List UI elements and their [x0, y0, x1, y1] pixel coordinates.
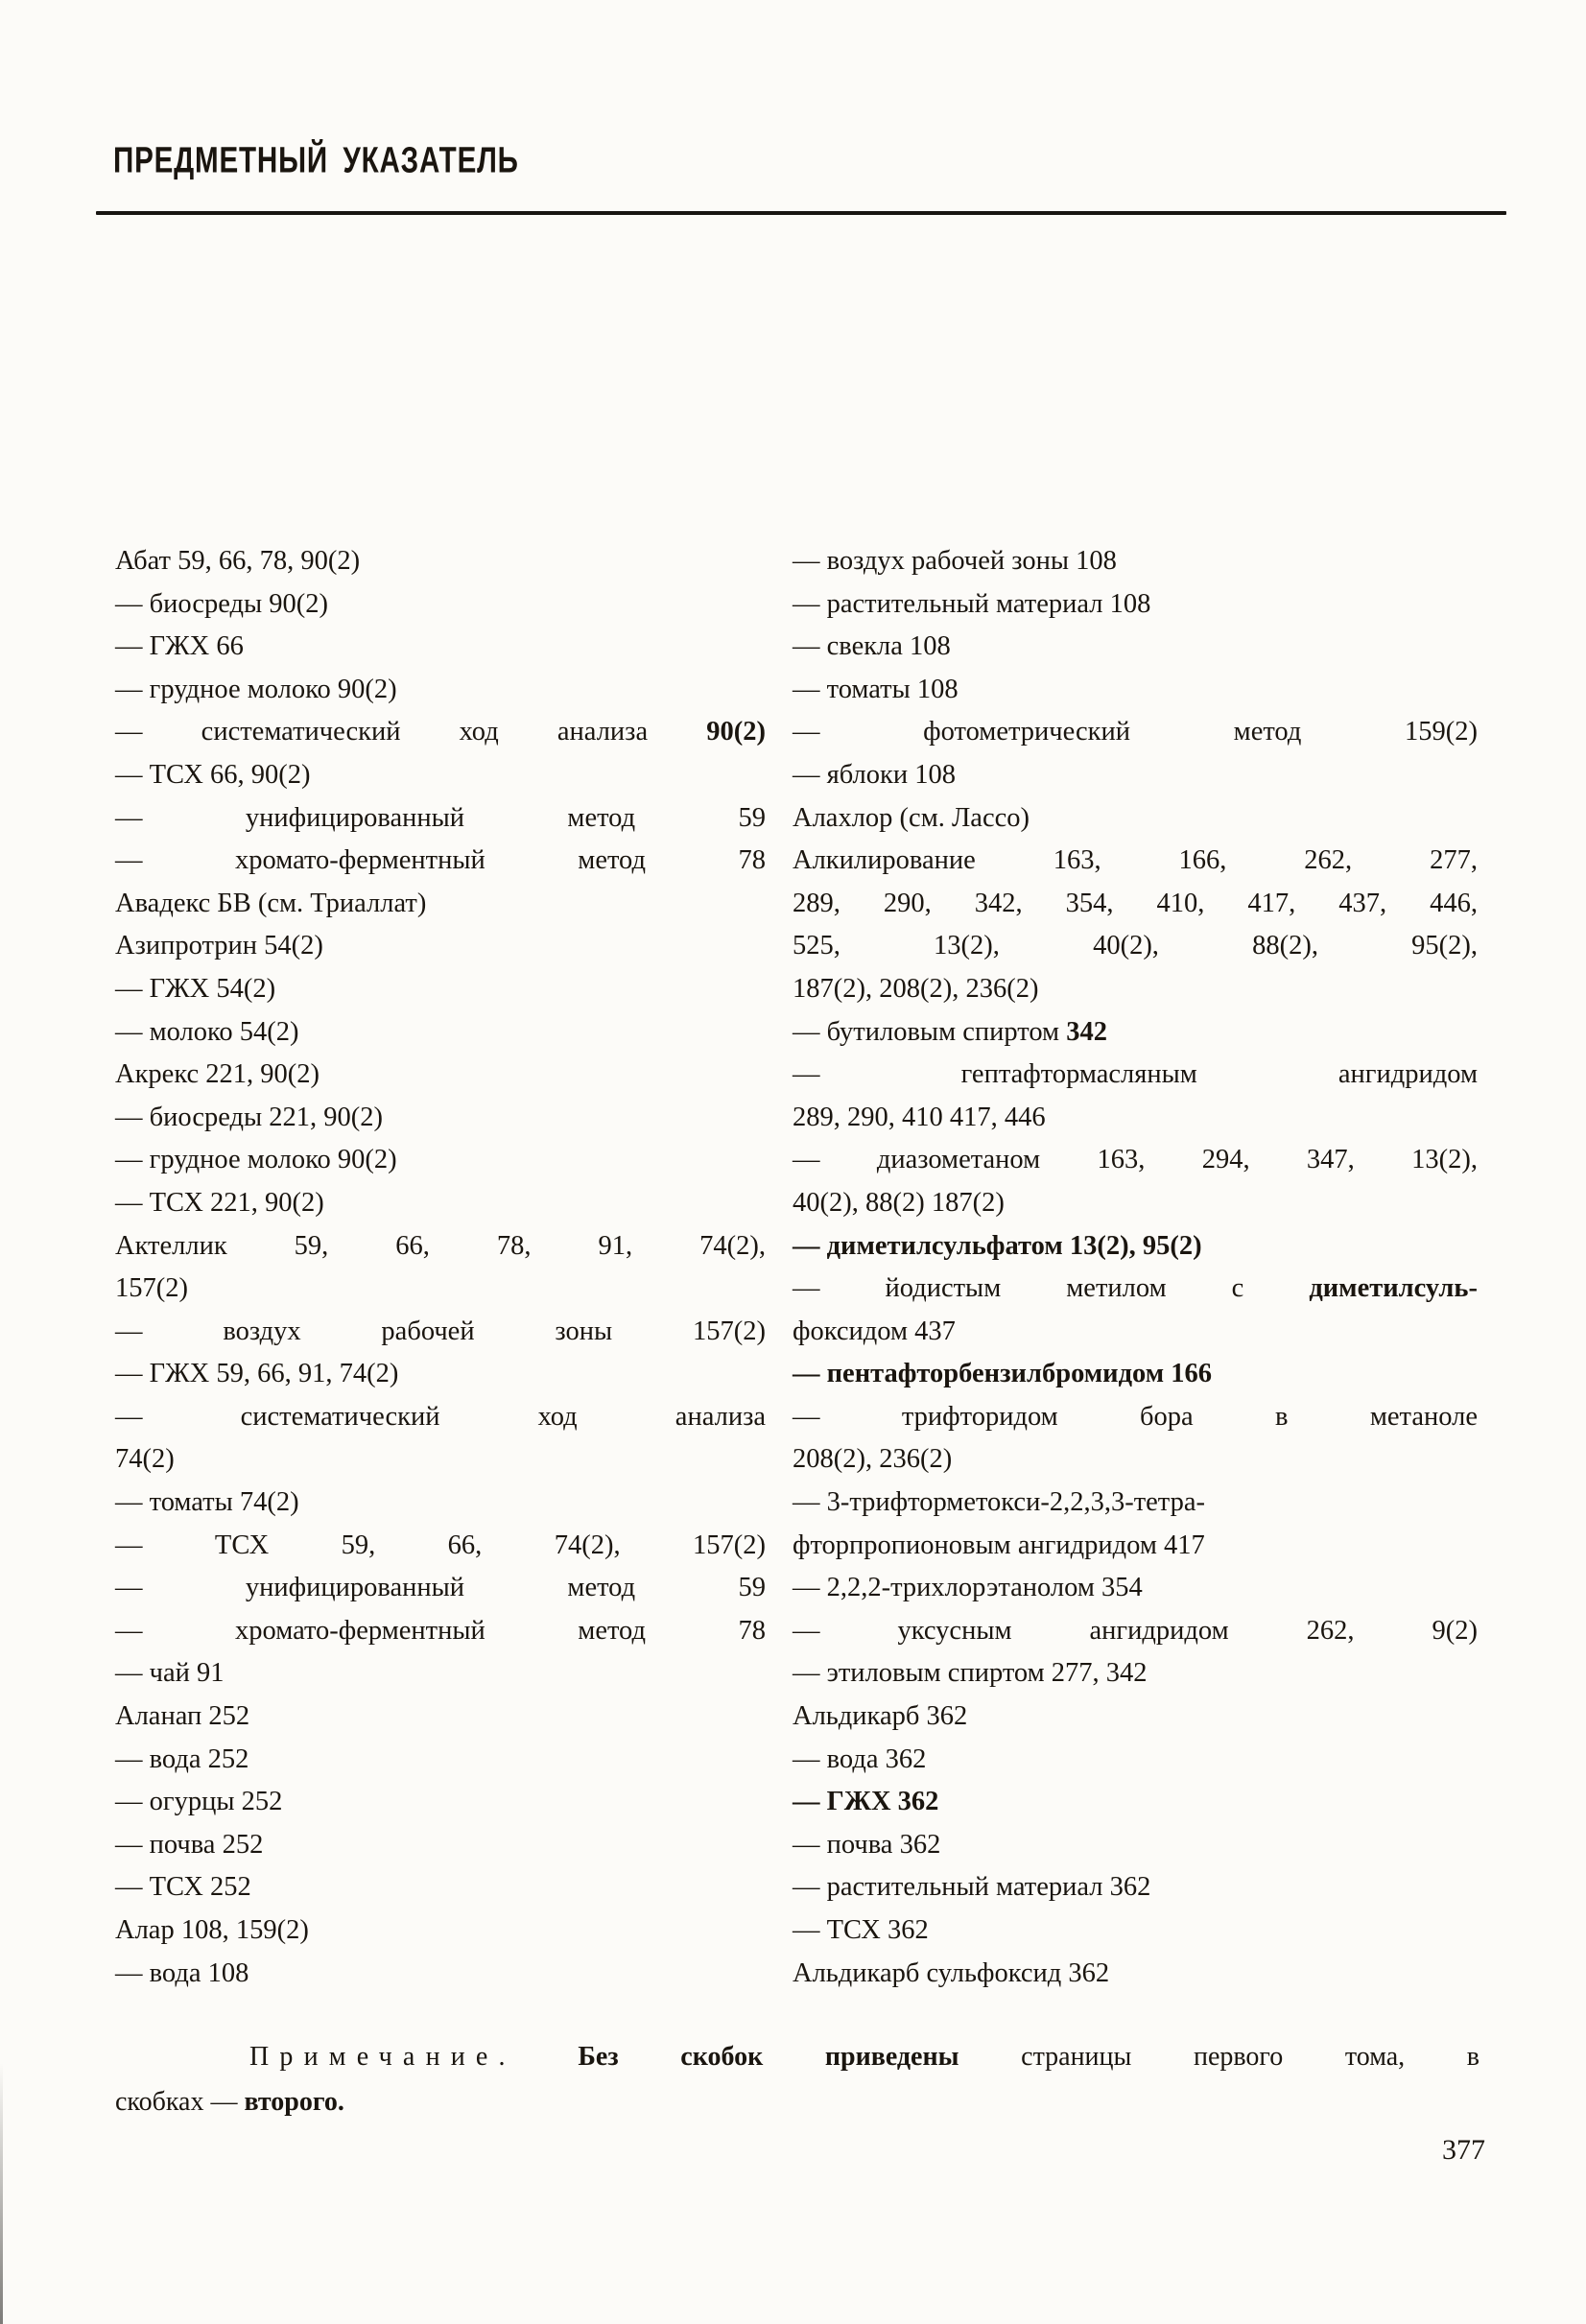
index-subentry: — трифторидом бора в метаноле: [793, 1401, 1478, 1432]
index-subentry: — ТСХ 59, 66, 74(2), 157(2): [115, 1530, 766, 1560]
index-continuation: 208(2), 236(2): [793, 1444, 953, 1475]
index-subentry: — яблоки 108: [793, 759, 956, 790]
index-subentry: — воздух рабочей зоны 108: [793, 546, 1117, 576]
index-entry: Авадекс БВ (см. Триаллат): [115, 888, 427, 918]
index-subentry: — ТСХ 221, 90(2): [115, 1187, 324, 1218]
index-entry: Альдикарб 362: [793, 1701, 968, 1732]
index-subentry: — бутиловым спиртом 342: [793, 1016, 1107, 1047]
index-subentry: — чай 91: [115, 1658, 225, 1689]
index-subentry: — вода 252: [115, 1743, 249, 1774]
index-entry: Азипротрин 54(2): [115, 931, 323, 961]
index-subentry: — ГЖХ 59, 66, 91, 74(2): [115, 1359, 399, 1389]
index-subentry: — хромато-ферментный метод 78: [115, 1615, 766, 1646]
index-subentry: — хромато-ферментный метод 78: [115, 845, 766, 876]
index-subentry: — унифицированный метод 59: [115, 802, 766, 833]
index-entry: Абат 59, 66, 78, 90(2): [115, 546, 361, 576]
index-subentry: — растительный материал 108: [793, 588, 1151, 619]
index-subentry: — биосреды 90(2): [115, 588, 329, 619]
index-subentry: — молоко 54(2): [115, 1016, 299, 1047]
index-subentry: — уксусным ангидридом 262, 9(2): [793, 1615, 1478, 1646]
index-subentry: — пентафторбензилбромидом 166: [793, 1359, 1213, 1389]
index-subentry: — грудное молоко 90(2): [115, 1145, 397, 1175]
footnote-text: страницы первого тома, в: [1021, 2042, 1480, 2072]
index-continuation: фоксидом 437: [793, 1316, 956, 1346]
index-subentry: — ГЖХ 362: [793, 1787, 939, 1817]
index-continuation: 40(2), 88(2) 187(2): [793, 1187, 1005, 1218]
index-subentry: — ГЖХ 66: [115, 631, 244, 662]
footnote-line-2: [115, 2079, 1479, 2124]
page-ref-emphasis: 90(2): [706, 717, 766, 747]
footnote-line-1: [115, 2034, 1479, 2079]
index-subentry: — ГЖХ 54(2): [115, 973, 276, 1004]
index-left-column: [115, 540, 766, 1995]
index-entry: Алахлор (см. Лассо): [793, 802, 1030, 833]
index-subentry: — свекла 108: [793, 631, 951, 662]
index-subentry: — почва 252: [115, 1829, 264, 1860]
index-subentry: — огурцы 252: [115, 1787, 283, 1817]
header-rule: [96, 211, 1506, 215]
index-entry: Алар 108, 159(2): [115, 1915, 309, 1945]
footnote-text-2: скобках —: [115, 2087, 245, 2117]
index-subentry: — томаты 108: [793, 674, 959, 704]
scan-edge-artifact: [0, 2063, 3, 2324]
index-subentry: — гептафтормасляным ангидридом: [793, 1059, 1478, 1090]
index-subentry: — грудное молоко 90(2): [115, 674, 397, 704]
index-entry: Актеллик 59, 66, 78, 91, 74(2),: [115, 1230, 766, 1261]
index-subentry: — томаты 74(2): [115, 1487, 299, 1518]
page-header-title: ПРЕДМЕТНЫЙ УКАЗАТЕЛЬ: [113, 140, 519, 180]
page-ref-emphasis: 342: [1066, 1016, 1107, 1047]
index-subentry: — почва 362: [793, 1829, 941, 1860]
index-continuation: 157(2): [115, 1273, 188, 1304]
index-subentry: — систематический ход анализа: [115, 1401, 766, 1432]
index-subentry: — унифицированный метод 59: [115, 1573, 766, 1603]
index-subentry: — йодистым метилом с диметилсуль-: [793, 1273, 1478, 1304]
index-subentry: — 3-трифторметокси-2,2,3,3-тетра-: [793, 1487, 1205, 1518]
index-continuation: фторпропионовым ангидридом 417: [793, 1530, 1205, 1560]
index-subentry: — ТСХ 252: [115, 1872, 251, 1903]
index-subentry: — ТСХ 362: [793, 1915, 929, 1945]
index-subentry: — вода 108: [115, 1957, 249, 1988]
index-right-column: [793, 540, 1478, 1995]
index-subentry: — воздух рабочей зоны 157(2): [115, 1316, 766, 1346]
index-subentry: — ТСХ 66, 90(2): [115, 759, 311, 790]
page-ref-emphasis: диметилсуль-: [1309, 1273, 1478, 1304]
index-subentry: — диазометаном 163, 294, 347, 13(2),: [793, 1145, 1478, 1175]
index-continuation: 187(2), 208(2), 236(2): [793, 973, 1039, 1004]
index-continuation: 289, 290, 342, 354, 410, 417, 437, 446,: [793, 888, 1478, 918]
footnote: [115, 2034, 1479, 2124]
index-entry: Альдикарб сульфоксид 362: [793, 1957, 1110, 1988]
page-number: 377: [1442, 2134, 1485, 2166]
index-continuation: 289, 290, 410 417, 446: [793, 1102, 1046, 1132]
index-subentry: — фотометрический метод 159(2): [793, 717, 1478, 747]
index-subentry: — систематический ход анализа 90(2): [115, 717, 766, 747]
index-entry: Аланап 252: [115, 1701, 250, 1732]
index-subentry: — 2,2,2-трихлорэтанолом 354: [793, 1573, 1143, 1603]
footnote-bold-phrase: Без скобок приведены: [578, 2042, 959, 2072]
index-subentry: — диметилсульфатом 13(2), 95(2): [793, 1230, 1202, 1261]
index-subentry: — биосреды 221, 90(2): [115, 1102, 384, 1132]
footnote-label: Примечание.: [249, 2042, 516, 2072]
footnote-bold-phrase-2: второго.: [244, 2087, 344, 2117]
index-continuation: 525, 13(2), 40(2), 88(2), 95(2),: [793, 931, 1478, 961]
index-continuation: 74(2): [115, 1444, 175, 1475]
index-subentry: — вода 362: [793, 1743, 927, 1774]
index-entry: Акрекс 221, 90(2): [115, 1059, 320, 1090]
index-subentry: — этиловым спиртом 277, 342: [793, 1658, 1148, 1689]
index-entry: Алкилирование 163, 166, 262, 277,: [793, 845, 1478, 876]
index-subentry: — растительный материал 362: [793, 1872, 1151, 1903]
